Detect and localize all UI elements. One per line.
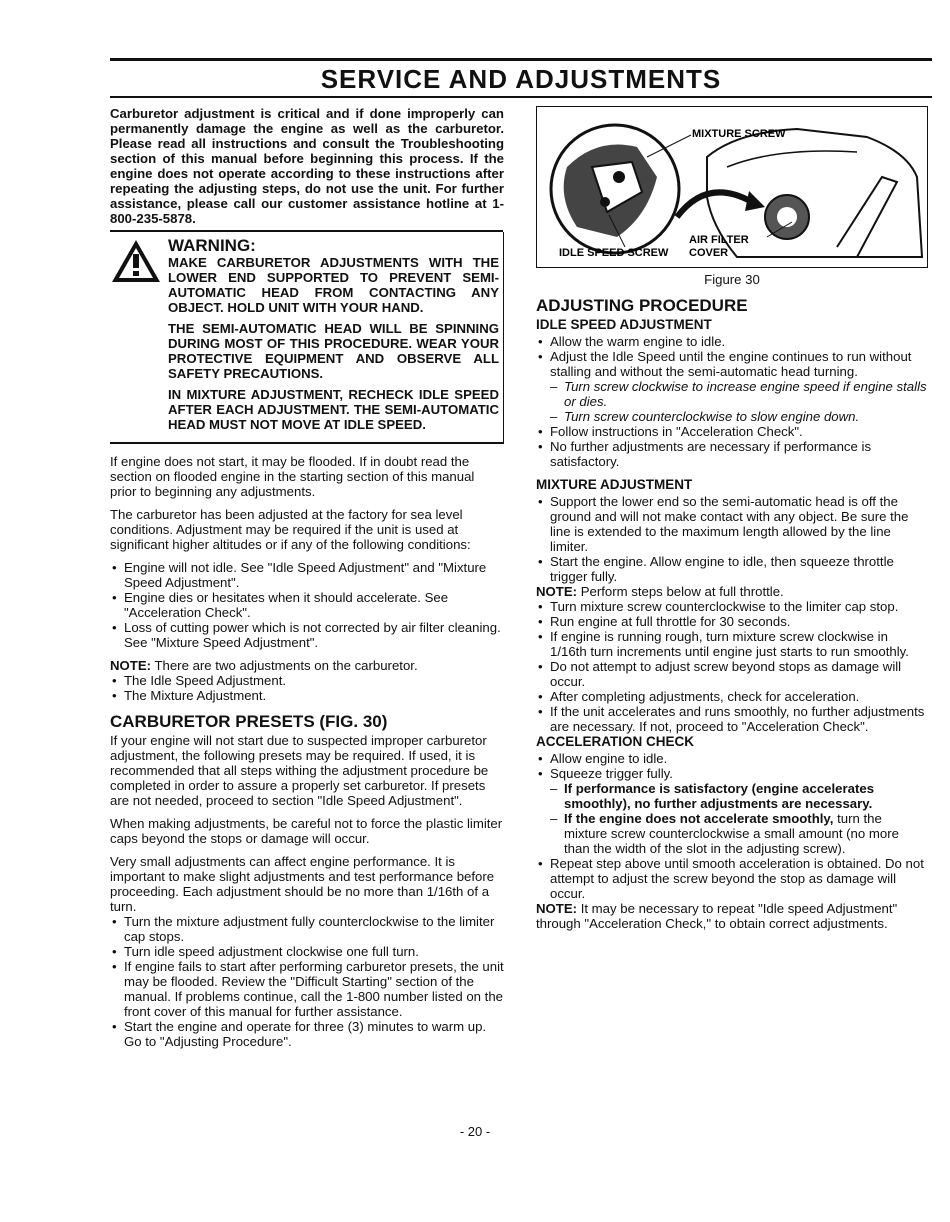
warning-box xyxy=(110,232,504,444)
note-two-adjustments xyxy=(110,658,504,673)
figure-30 xyxy=(536,106,928,268)
accel-list-2 xyxy=(536,856,928,901)
idle-speed-heading: IDLE SPEED ADJUSTMENT xyxy=(536,317,712,332)
list-item: • Loss of cutting power which is not corrected by air filter cleaning. See "Mixture Speed Adjustment". xyxy=(110,620,504,650)
idle-list xyxy=(536,334,928,379)
warning-triangle-icon xyxy=(110,232,168,438)
label-mixture-screw: MIXTURE SCREW xyxy=(692,128,786,140)
list-item: • If the unit accelerates and runs smoothly, no further adjustments are necessary. If not, proceed to "Acceleration Check". xyxy=(536,704,928,734)
conditions-list xyxy=(110,560,504,650)
list-item: – Turn screw counterclockwise to slow engine down. xyxy=(550,409,928,424)
note-text: Perform steps below at full throttle. xyxy=(577,584,784,599)
warning-p2: THE SEMI-AUTOMATIC HEAD WILL BE SPINNING DURING MOST OF THIS PROCEDURE. WEAR YOUR PROTECTIVE EQUIPMENT AND OBSERVE ALL SAFETY PRECAUTIONS. xyxy=(168,321,499,381)
warning-p3: IN MIXTURE ADJUSTMENT, RECHECK IDLE SPEED AFTER EACH ADJUSTMENT. THE SEMI-AUTOMATIC HEAD MUST NOT MOVE AT IDLE SPEED. xyxy=(168,387,499,432)
accel-list xyxy=(536,751,928,781)
list-item xyxy=(550,811,928,856)
figure-caption: Figure 30 xyxy=(704,272,760,287)
presets-p1: If your engine will not start due to suspected improper carburetor adjustment, the following presets may be required. If used, it is recommended that all steps withing the adjustment procedure be completed in order to assure a properly set carburetor. If presets are not needed, proceed to section "Idle Speed Adjustment". xyxy=(110,733,489,808)
note-text: There are two adjustments on the carburetor. xyxy=(151,658,418,673)
list-item: • Repeat step above until smooth acceleration is obtained. Do not attempt to adjust the screw beyond the stop as damage will occur. xyxy=(536,856,928,901)
list-item: • Start the engine. Allow engine to idle, then squeeze throttle trigger fully. xyxy=(536,554,928,584)
list-item: • Allow engine to idle. xyxy=(536,751,928,766)
list-item: – Turn screw clockwise to increase engine speed if engine stalls or dies. xyxy=(550,379,928,409)
adjusting-procedure-heading: ADJUSTING PROCEDURE xyxy=(536,296,748,315)
label-idle-speed-screw: IDLE SPEED SCREW xyxy=(559,247,669,259)
list-item: • Engine dies or hesitates when it should accelerate. See "Acceleration Check". xyxy=(110,590,504,620)
list-item: • The Mixture Adjustment. xyxy=(110,688,504,703)
preset-steps-list xyxy=(110,914,504,1049)
factory-paragraph: The carburetor has been adjusted at the factory for sea level conditions. Adjustment may be required if the unit is used at significant higher altitudes or if any of the following conditions: xyxy=(110,507,471,552)
mixture-note xyxy=(536,584,928,599)
list-item: • Engine will not idle. See "Idle Speed Adjustment" and "Mixture Speed Adjustment". xyxy=(110,560,504,590)
accel-dash2-text: turn the mixture screw counterclockwise a small amount (no more than the width of the slot in the adjusting screw). xyxy=(564,811,899,856)
label-cover: COVER xyxy=(689,247,729,259)
accel-dash1: If performance is satisfactory (engine accelerates smoothly), no further adjustments are necessary. xyxy=(564,781,875,811)
warning-p1: MAKE CARBURETOR ADJUSTMENTS WITH THE LOWER END SUPPORTED TO PREVENT SEMI-AUTOMATIC HEAD FROM CONTACTING ANY OBJECT. HOLD UNIT WITH YOUR HAND. xyxy=(168,255,499,315)
presets-p2: When making adjustments, be careful not to force the plastic limiter caps beyond the stops or damage will occur. xyxy=(110,816,503,846)
list-item: • Allow the warm engine to idle. xyxy=(536,334,928,349)
list-item: • Squeeze trigger fully. xyxy=(536,766,928,781)
note-label: NOTE: xyxy=(110,658,152,673)
right-column xyxy=(536,106,928,931)
list-item: • Support the lower end so the semi-automatic head is off the ground and will not make contact with any object. Be sure the line is extended to the maximum length allowed by the line limiter. xyxy=(536,494,928,554)
presets-p3: Very small adjustments can affect engine performance. It is important to make slight adjustments and test performance before proceeding. Each adjustment should be no more than 1/16th of a turn. xyxy=(110,854,495,914)
list-item: • Turn mixture screw counterclockwise to the limiter cap stop. xyxy=(536,599,928,614)
list-item: • Turn idle speed adjustment clockwise one full turn. xyxy=(110,944,504,959)
list-item: • The Idle Speed Adjustment. xyxy=(110,673,504,688)
list-item: • If engine fails to start after performing carburetor presets, the unit may be flooded. Review the "Difficult Starting" section of the manual. If problems continue, call the 1-800 number listed on the front cover of this manual for further assistance. xyxy=(110,959,504,1019)
list-item xyxy=(550,781,928,811)
mixture-heading: MIXTURE ADJUSTMENT xyxy=(536,477,693,492)
list-item: • No further adjustments are necessary if performance is satisfactory. xyxy=(536,439,928,469)
list-item: • Adjust the Idle Speed until the engine continues to run without stalling and without the semi-automatic head turning. xyxy=(536,349,928,379)
list-item: • Turn the mixture adjustment fully counterclockwise to the limiter cap stops. xyxy=(110,914,504,944)
page-header xyxy=(110,58,932,98)
note-label: NOTE: xyxy=(536,901,578,916)
idle-dash-list xyxy=(550,379,928,424)
warning-title: WARNING: xyxy=(168,236,256,255)
note-label: NOTE: xyxy=(536,584,578,599)
list-item: • If engine is running rough, turn mixture screw clockwise in 1/16th turn increments until engine just starts to run smoothly. xyxy=(536,629,928,659)
label-air-filter: AIR FILTER xyxy=(689,234,749,246)
left-column xyxy=(110,106,504,1057)
mixture-list xyxy=(536,494,928,584)
intro-paragraph: Carburetor adjustment is critical and if done improperly can permanently damage the engine as well as the carburetor. Please read all instructions and consult the Troubleshooting section of this manual before beginning this process. If the engine does not operate according to these instructions after repeating the adjusting steps, do not use the unit. For further assistance, please call our customer assistance hotline at 1-800-235-5878. xyxy=(110,106,504,226)
final-note xyxy=(536,901,928,931)
list-item: • Start the engine and operate for three (3) minutes to warm up. Go to "Adjusting Procedure". xyxy=(110,1019,504,1049)
presets-heading: CARBURETOR PRESETS (FIG. 30) xyxy=(110,712,388,731)
accel-dash2-bold: If the engine does not accelerate smoothly, xyxy=(564,811,834,826)
note-list xyxy=(110,673,504,703)
accel-dash-list xyxy=(550,781,928,856)
list-item: • After completing adjustments, check for acceleration. xyxy=(536,689,928,704)
page-title: SERVICE AND ADJUSTMENTS xyxy=(320,64,722,94)
warning-body xyxy=(168,232,499,438)
list-item: • Follow instructions in "Acceleration Check". xyxy=(536,424,928,439)
list-item: • Do not attempt to adjust screw beyond stops as damage will occur. xyxy=(536,659,928,689)
note-text: It may be necessary to repeat "Idle speed Adjustment" through "Acceleration Check," to obtain correct adjustments. xyxy=(536,901,898,931)
mixture-list-2 xyxy=(536,599,928,734)
list-item: • Run engine at full throttle for 30 seconds. xyxy=(536,614,928,629)
idle-list-2 xyxy=(536,424,928,469)
acceleration-heading: ACCELERATION CHECK xyxy=(536,734,694,749)
carburetor-illustration xyxy=(537,107,927,265)
flooded-paragraph: If engine does not start, it may be flooded. If in doubt read the section on flooded engine in the starting section of this manual prior to beginning any adjustments. xyxy=(110,454,475,499)
page-number: - 20 - xyxy=(459,1124,491,1139)
